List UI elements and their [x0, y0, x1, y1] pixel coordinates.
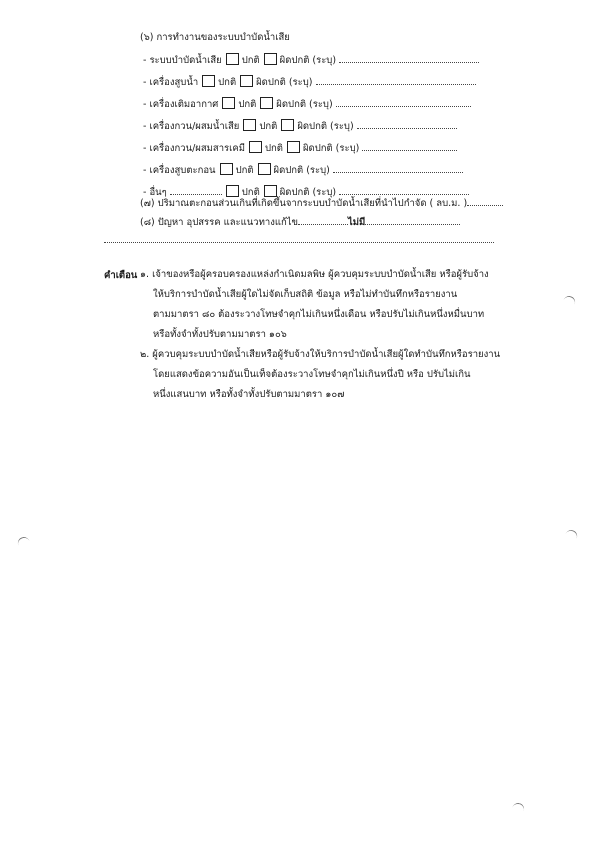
section8 [140, 215, 460, 230]
warning-item1-line3: ตามมาตรา ๘๐ ต้องระวางโทษจำคุกไม่เกินหนึ่งเดือน หรือปรับไม่เกินหนึ่งหมื่นบาท [153, 309, 485, 320]
scan-mark [563, 528, 579, 545]
item-row-wastewater-mixer [143, 119, 457, 134]
fill-line[interactable] [336, 97, 471, 107]
warning-item2-line3: หนึ่งแสนบาท หรือทั้งจำทั้งปรับตามมาตรา ๑๐๗ [153, 389, 345, 400]
normal-label: ปกติ [238, 99, 257, 110]
fill-line[interactable] [333, 163, 463, 173]
fill-line[interactable] [339, 53, 479, 63]
others-fill-line[interactable] [170, 185, 222, 195]
abnormal-checkbox[interactable] [264, 53, 277, 65]
warning-item1-line1: ๑. เจ้าของหรือผู้ครอบครองแหล่งกำเนิดมลพิษ ผู้ควบคุมระบบบำบัดน้ำเสีย หรือผู้รับจ้าง [140, 269, 489, 280]
normal-checkbox[interactable] [226, 53, 239, 65]
item-label: - เครื่องเติมอากาศ [143, 99, 219, 110]
item-row-pump [143, 75, 476, 90]
normal-checkbox[interactable] [243, 119, 256, 131]
normal-checkbox[interactable] [222, 97, 235, 109]
item-label: - เครื่องกวน/ผสมสารเคมี [143, 143, 246, 154]
normal-label: ปกติ [241, 187, 260, 198]
problem-fill-line-lead[interactable] [298, 215, 348, 225]
normal-checkbox[interactable] [220, 163, 233, 175]
warning-label: คำเตือน [104, 270, 138, 281]
fill-line[interactable] [357, 119, 457, 129]
abnormal-label: ผิดปกติ (ระบุ) [297, 121, 354, 132]
abnormal-checkbox[interactable] [258, 163, 271, 175]
item-row-aerator [143, 97, 471, 112]
warning-item2-line2: โดยแสดงข้อความอันเป็นเท็จต้องระวางโทษจำคุกไม่เกินหนึ่งปี หรือ ปรับไม่เกิน [153, 369, 471, 380]
item-label: - ระบบบำบัดน้ำเสีย [143, 55, 222, 66]
item-label: - เครื่องสูบน้ำ [143, 77, 199, 88]
problem-fill-line[interactable] [365, 215, 460, 225]
normal-checkbox[interactable] [249, 141, 262, 153]
abnormal-label: ผิดปกติ (ระบุ) [279, 187, 337, 198]
abnormal-checkbox[interactable] [260, 97, 273, 109]
section8-text: (๘) ปัญหา อุปสรรค และแนวทางแก้ไข [140, 217, 298, 228]
abnormal-checkbox[interactable] [281, 119, 294, 131]
normal-label: ปกติ [235, 165, 254, 176]
sludge-fill-line[interactable] [467, 196, 503, 206]
scan-mark [511, 802, 526, 818]
fill-line[interactable] [339, 185, 469, 195]
item-row-treatment-system [143, 53, 479, 68]
fill-line[interactable] [316, 75, 476, 85]
fill-line[interactable] [362, 141, 457, 151]
item-label: - เครื่องสูบตะกอน [143, 165, 216, 176]
warning-item1-line4: หรือทั้งจำทั้งปรับตามมาตรา ๑๐๖ [153, 329, 287, 340]
warning-item1-line2: ให้บริการบำบัดน้ำเสียผู้ใดไม่จัดเก็บสถิติ ข้อมูล หรือไม่ทำบันทึกหรือรายงาน [153, 289, 458, 300]
abnormal-label: ผิดปกติ (ระบุ) [279, 55, 337, 66]
normal-label: ปกติ [241, 55, 260, 66]
normal-checkbox[interactable] [202, 75, 215, 87]
item-row-chemical-mixer [143, 141, 457, 156]
scan-mark [561, 294, 577, 310]
normal-label: ปกติ [259, 121, 278, 132]
item-row-sludge-pump [143, 163, 463, 178]
section6-heading: (๖) การทำงานของระบบบำบัดน้ำเสีย [140, 32, 290, 43]
problem-continuation-line[interactable] [104, 241, 494, 243]
abnormal-checkbox[interactable] [287, 141, 300, 153]
abnormal-label: ผิดปกติ (ระบุ) [302, 143, 360, 154]
section8-answer: ไม่มี [348, 217, 366, 228]
abnormal-checkbox[interactable] [240, 75, 253, 87]
item-label: - อื่นๆ [143, 187, 167, 198]
scan-mark [16, 535, 32, 551]
item-label: - เครื่องกวน/ผสมน้ำเสีย [143, 121, 240, 132]
warning-item2-line1: ๒. ผู้ควบคุมระบบบำบัดน้ำเสียหรือผู้รับจ้างให้บริการบำบัดน้ำเสียผู้ใดทำบันทึกหรือรายงาน [140, 349, 501, 360]
abnormal-label: ผิดปกติ (ระบุ) [276, 99, 333, 110]
section7 [140, 196, 503, 211]
abnormal-label: ผิดปกติ (ระบุ) [273, 165, 330, 176]
section7-text: (๗) ปริมาณตะกอนส่วนเกินที่เกิดขึ้นจากระบบบำบัดน้ำเสียที่นำไปกำจัด ( ลบ.ม. ) [140, 198, 468, 209]
normal-label: ปกติ [265, 143, 283, 154]
abnormal-label: ผิดปกติ (ระบุ) [256, 77, 313, 88]
normal-label: ปกติ [218, 77, 237, 88]
